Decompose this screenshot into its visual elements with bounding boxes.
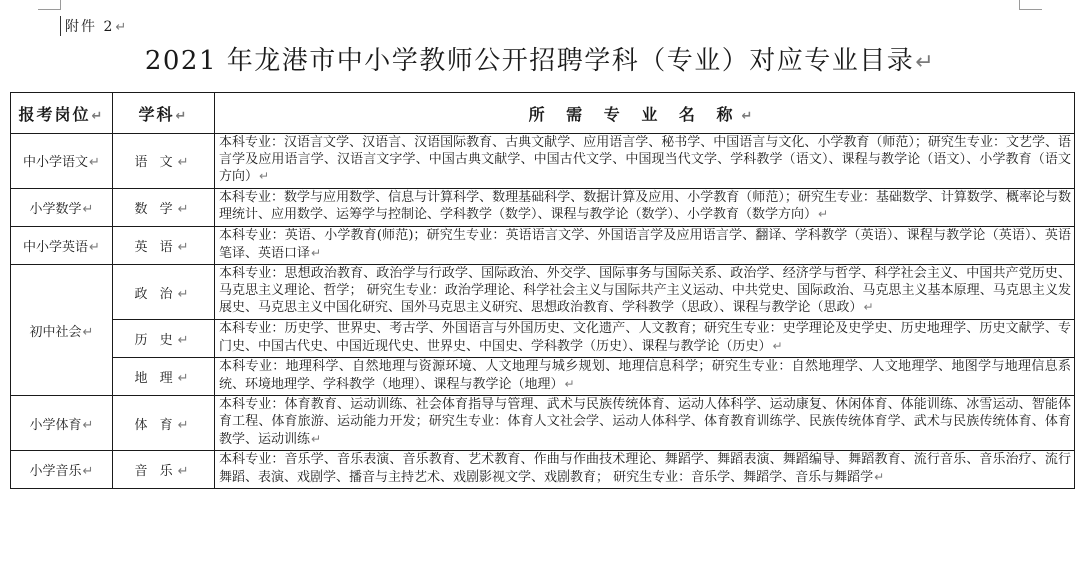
subject-cell: 历 史↵ bbox=[113, 319, 215, 357]
paragraph-mark-icon: ↵ bbox=[115, 20, 129, 35]
table-row bbox=[11, 226, 1075, 264]
majors-cell: 本科专业：汉语言文学、汉语言、汉语国际教育、古典文献学、应用语言学、秘书学、中国语言与文化、小学教育（师范）；研究生专业：文艺学、语言学及应用语言学、汉语言文字学、中国古典文献学、中国古代文学、中国现当代文学、学科教学（语文）、课程与教学论（语文）、小学教育（语文方向）↵ bbox=[215, 134, 1075, 189]
paragraph-mark-icon: ↵ bbox=[89, 240, 100, 256]
table-row bbox=[11, 358, 1075, 396]
subject-cell: 数 学↵ bbox=[113, 188, 215, 226]
paragraph-mark-icon: ↵ bbox=[741, 108, 761, 124]
paragraph-mark-icon: ↵ bbox=[311, 431, 322, 446]
position-cell: 初中社会↵ bbox=[11, 265, 113, 396]
paragraph-mark-icon: ↵ bbox=[82, 324, 94, 340]
paragraph-mark-icon: ↵ bbox=[863, 300, 874, 315]
position-cell: 小学音乐↵ bbox=[11, 451, 113, 489]
paragraph-mark-icon: ↵ bbox=[177, 417, 193, 433]
table-row bbox=[11, 188, 1075, 226]
paragraph-mark-icon: ↵ bbox=[177, 371, 193, 387]
header-position: 报考岗位↵ bbox=[11, 93, 113, 134]
paragraph-mark-icon: ↵ bbox=[89, 155, 100, 171]
crop-mark-right bbox=[1019, 0, 1042, 10]
paragraph-mark-icon: ↵ bbox=[177, 286, 193, 302]
paragraph-mark-icon: ↵ bbox=[915, 50, 936, 75]
majors-cell: 本科专业：体育教育、运动训练、社会体育指导与管理、武术与民族传统体育、运动人体科学、运动康复、休闲体育、体能训练、冰雪运动、智能体育工程、体育旅游、运动能力开发；研究生专业：体育人文社会学、运动人体科学、体育教育训练学、民族传统体育学、武术与民族传统体育、体育教学、运动训练↵ bbox=[215, 396, 1075, 451]
paragraph-mark-icon: ↵ bbox=[175, 108, 189, 124]
table-row bbox=[11, 134, 1075, 189]
paragraph-mark-icon: ↵ bbox=[177, 201, 193, 217]
subject-cell: 音 乐↵ bbox=[113, 451, 215, 489]
subject-cell: 体 育↵ bbox=[113, 396, 215, 451]
paragraph-mark-icon: ↵ bbox=[177, 240, 193, 256]
table-row bbox=[11, 451, 1075, 489]
subject-cell: 政 治↵ bbox=[113, 265, 215, 320]
table-row bbox=[11, 396, 1075, 451]
subject-cell: 地 理↵ bbox=[113, 358, 215, 396]
majors-cell: 本科专业：地理科学、自然地理与资源环境、人文地理与城乡规划、地理信息科学；研究生专业：自然地理学、人文地理学、地图学与地理信息系统、环境地理学、学科教学（地理）、课程与教学论（地理）↵ bbox=[215, 358, 1075, 396]
attachment-label: 附件 2↵ bbox=[60, 16, 128, 36]
document-title: 2021 年龙港市中小学教师公开招聘学科（专业）对应专业目录↵ bbox=[144, 46, 936, 76]
position-cell: 中小学语文↵ bbox=[11, 134, 113, 189]
majors-cell: 本科专业：英语、小学教育(师范)；研究生专业：英语语言文学、外国语言学及应用语言学、翻译、学科教学（英语）、课程与教学论（英语）、英语笔译、英语口译↵ bbox=[215, 226, 1075, 264]
header-majors: 所 需 专 业 名 称↵ bbox=[215, 93, 1075, 134]
position-cell: 小学数学↵ bbox=[11, 188, 113, 226]
paragraph-mark-icon: ↵ bbox=[82, 201, 94, 217]
paragraph-mark-icon: ↵ bbox=[874, 469, 885, 484]
subject-cell: 英 语↵ bbox=[113, 226, 215, 264]
position-cell: 中小学英语↵ bbox=[11, 226, 113, 264]
header-subject: 学科↵ bbox=[113, 93, 215, 134]
majors-cell: 本科专业：历史学、世界史、考古学、外国语言与外国历史、文化遗产、人文教育；研究生专业：史学理论及史学史、历史地理学、历史文献学、专门史、中国古代史、中国近现代史、世界史、中国史、学科教学（历史）、课程与教学论（历史）↵ bbox=[215, 319, 1075, 357]
table-header-row bbox=[11, 93, 1075, 134]
majors-cell: 本科专业：思想政治教育、政治学与行政学、国际政治、外交学、国际事务与国际关系、政治学、经济学与哲学、科学社会主义、中国共产党历史、马克思主义理论、哲学； 研究生专业：政治学理论、科学社会主义与国际共产主义运动、中共党史、国际政治、马克思主义基本原理、马克思主义发展史、马克思主义中国化研究、国外马克思主义研究、思想政治教育、学科教学（思政）、课程与教学论（思政）↵ bbox=[215, 265, 1075, 320]
major-catalog-table bbox=[10, 92, 1075, 489]
paragraph-mark-icon: ↵ bbox=[82, 417, 94, 433]
paragraph-mark-icon: ↵ bbox=[177, 464, 193, 480]
paragraph-mark-icon: ↵ bbox=[82, 464, 94, 480]
paragraph-mark-icon: ↵ bbox=[177, 155, 193, 171]
majors-cell: 本科专业：音乐学、音乐表演、音乐教育、艺术教育、作曲与作曲技术理论、舞蹈学、舞蹈表演、舞蹈编导、舞蹈教育、流行音乐、音乐治疗、流行舞蹈、表演、戏剧学、播音与主持艺术、戏剧影视文学、戏剧教育； 研究生专业：音乐学、舞蹈学、音乐与舞蹈学↵ bbox=[215, 451, 1075, 489]
position-cell: 小学体育↵ bbox=[11, 396, 113, 451]
majors-cell: 本科专业：数学与应用数学、信息与计算科学、数理基础科学、数据计算及应用、小学教育（师范）；研究生专业：基础数学、计算数学、概率论与数理统计、应用数学、运筹学与控制论、学科教学（数学）、课程与教学论（数学）、小学教育（数学方向）↵ bbox=[215, 188, 1075, 226]
paragraph-mark-icon: ↵ bbox=[259, 169, 270, 184]
paragraph-mark-icon: ↵ bbox=[818, 207, 829, 222]
paragraph-mark-icon: ↵ bbox=[177, 333, 193, 349]
crop-mark-left bbox=[38, 0, 61, 10]
table-row bbox=[11, 265, 1075, 320]
table-row bbox=[11, 319, 1075, 357]
paragraph-mark-icon: ↵ bbox=[564, 376, 575, 391]
paragraph-mark-icon: ↵ bbox=[772, 338, 783, 353]
paragraph-mark-icon: ↵ bbox=[91, 108, 105, 124]
subject-cell: 语 文↵ bbox=[113, 134, 215, 189]
paragraph-mark-icon: ↵ bbox=[311, 245, 322, 260]
